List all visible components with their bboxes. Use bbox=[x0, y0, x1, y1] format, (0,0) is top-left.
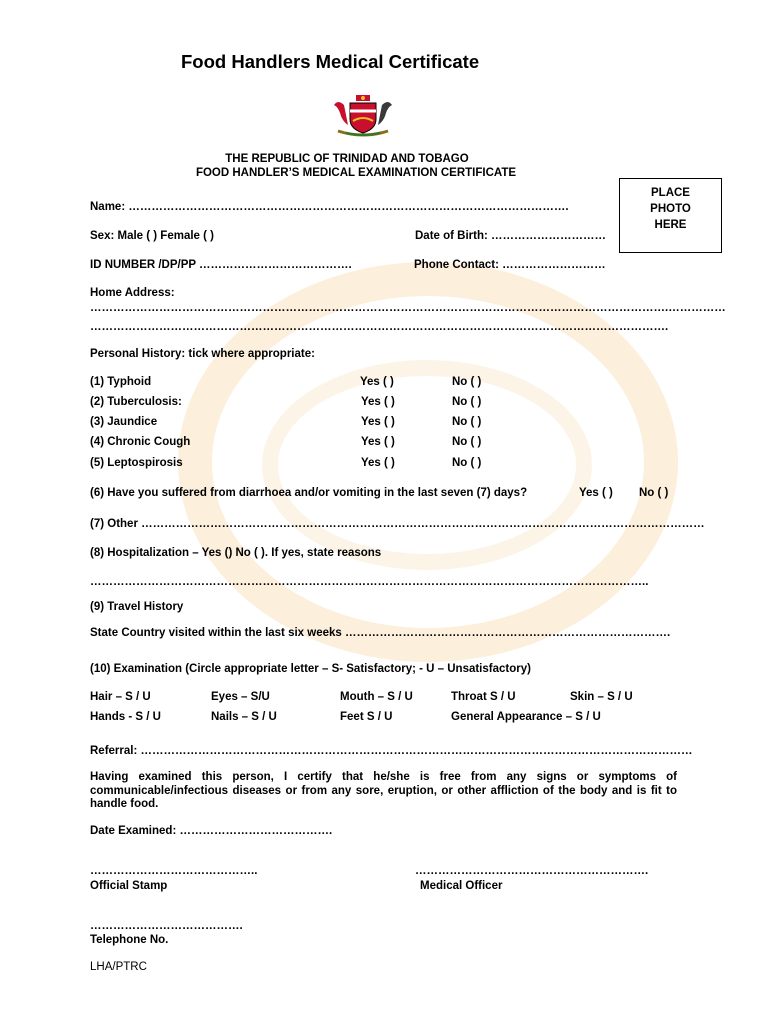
medical-officer-label: Medical Officer bbox=[420, 880, 503, 892]
id-number-field[interactable]: ID NUMBER /DP/PP …………………………………. bbox=[90, 259, 352, 271]
history-item-label: (3) Jaundice bbox=[90, 416, 158, 428]
document-title: Food Handlers Medical Certificate bbox=[181, 51, 480, 72]
history-item-label: (1) Typhoid bbox=[90, 376, 152, 388]
header-line-1: THE REPUBLIC OF TRINIDAD AND TOBAGO bbox=[225, 153, 469, 165]
other-field[interactable]: (7) Other ………………………………………………………………………………………………………………………………… bbox=[90, 518, 705, 530]
medical-officer-line[interactable]: ……………………………………………………. bbox=[415, 865, 649, 877]
diarrhoea-no[interactable]: No ( ) bbox=[639, 487, 669, 499]
diarrhoea-yes[interactable]: Yes ( ) bbox=[579, 487, 613, 499]
photo-box-line-3: HERE bbox=[654, 219, 687, 231]
home-address-label: Home Address: bbox=[90, 287, 175, 299]
certification-statement: Having examined this person, I certify that he/she is free from any signs or symptoms of communicable/infectious diseases or from any sore, eruption, or other affliction of the body and is fit to handle food. bbox=[90, 771, 677, 810]
photo-box-line-2: PHOTO bbox=[650, 203, 691, 215]
exam-item-skin[interactable]: Skin – S / U bbox=[570, 691, 633, 703]
exam-item-hair[interactable]: Hair – S / U bbox=[90, 691, 151, 703]
photo-box-line-1: PLACE bbox=[651, 187, 690, 199]
history-item-yes[interactable]: Yes ( ) bbox=[361, 436, 395, 448]
history-item-yes[interactable]: Yes ( ) bbox=[361, 457, 395, 469]
history-item-yes[interactable]: Yes ( ) bbox=[361, 396, 395, 408]
telephone-label: Telephone No. bbox=[90, 934, 169, 946]
history-item-label: (5) Leptospirosis bbox=[90, 457, 183, 469]
official-stamp-line[interactable]: …………………………………….. bbox=[90, 865, 258, 877]
phone-contact-field[interactable]: Phone Contact: ……………………… bbox=[414, 259, 606, 271]
history-item-no[interactable]: No ( ) bbox=[452, 376, 482, 388]
history-item-yes[interactable]: Yes ( ) bbox=[360, 376, 394, 388]
history-item-no[interactable]: No ( ) bbox=[452, 416, 482, 428]
personal-history-heading: Personal History: tick where appropriate: bbox=[90, 348, 315, 360]
name-field[interactable]: Name: ……………………………………………………………………………………………………. bbox=[90, 201, 569, 213]
home-address-line-2[interactable]: ……………………………………………………………………………………………………………………………………. bbox=[90, 321, 669, 333]
exam-item-eyes[interactable]: Eyes – S/U bbox=[211, 691, 270, 703]
history-item-no[interactable]: No ( ) bbox=[452, 436, 482, 448]
history-item-no[interactable]: No ( ) bbox=[452, 457, 482, 469]
travel-history-heading: (9) Travel History bbox=[90, 601, 184, 613]
exam-item-nails[interactable]: Nails – S / U bbox=[211, 711, 277, 723]
photo-placeholder-box[interactable] bbox=[619, 178, 722, 253]
exam-item-general-appearance[interactable]: General Appearance – S / U bbox=[451, 711, 601, 723]
examination-heading: (10) Examination (Circle appropriate letter – S- Satisfactory; - U – Unsatisfactory) bbox=[90, 663, 531, 675]
exam-item-hands[interactable]: Hands - S / U bbox=[90, 711, 161, 723]
history-item-label: (2) Tuberculosis: bbox=[90, 396, 182, 408]
coat-of-arms-icon bbox=[330, 93, 396, 137]
watermark-seal-inner bbox=[262, 360, 592, 570]
history-item-no[interactable]: No ( ) bbox=[452, 396, 482, 408]
exam-item-feet[interactable]: Feet S / U bbox=[340, 711, 393, 723]
official-stamp-label: Official Stamp bbox=[90, 880, 168, 892]
diarrhoea-question: (6) Have you suffered from diarrhoea and/or vomiting in the last seven (7) days? bbox=[90, 487, 528, 499]
sex-field[interactable]: Sex: Male ( ) Female ( ) bbox=[90, 230, 214, 242]
exam-item-mouth[interactable]: Mouth – S / U bbox=[340, 691, 413, 703]
hospitalization-question: (8) Hospitalization – Yes () No ( ). If yes, state reasons bbox=[90, 547, 382, 559]
referral-field[interactable]: Referral: ……………………………………………………………………………………………………………………………… bbox=[90, 745, 693, 757]
exam-item-throat[interactable]: Throat S / U bbox=[451, 691, 516, 703]
travel-country-field[interactable]: State Country visited within the last six weeks …………………………………………………………………………. bbox=[90, 627, 671, 639]
date-examined-field[interactable]: Date Examined: …………………………………. bbox=[90, 825, 333, 837]
date-of-birth-field[interactable]: Date of Birth: ………………………… bbox=[415, 230, 607, 242]
history-item-label: (4) Chronic Cough bbox=[90, 436, 191, 448]
footer-code: LHA/PTRC bbox=[90, 961, 147, 973]
history-item-yes[interactable]: Yes ( ) bbox=[361, 416, 395, 428]
home-address-line-1[interactable]: …………………………………………………………………………………………………………………………………….…………… bbox=[90, 302, 726, 314]
header-line-2: FOOD HANDLER’S MEDICAL EXAMINATION CERTIFICATE bbox=[195, 167, 517, 179]
hospitalization-reasons-line[interactable]: ……………………………………………………………………………………………………………………………….. bbox=[90, 576, 649, 588]
telephone-line[interactable]: …………………………………. bbox=[90, 920, 243, 932]
